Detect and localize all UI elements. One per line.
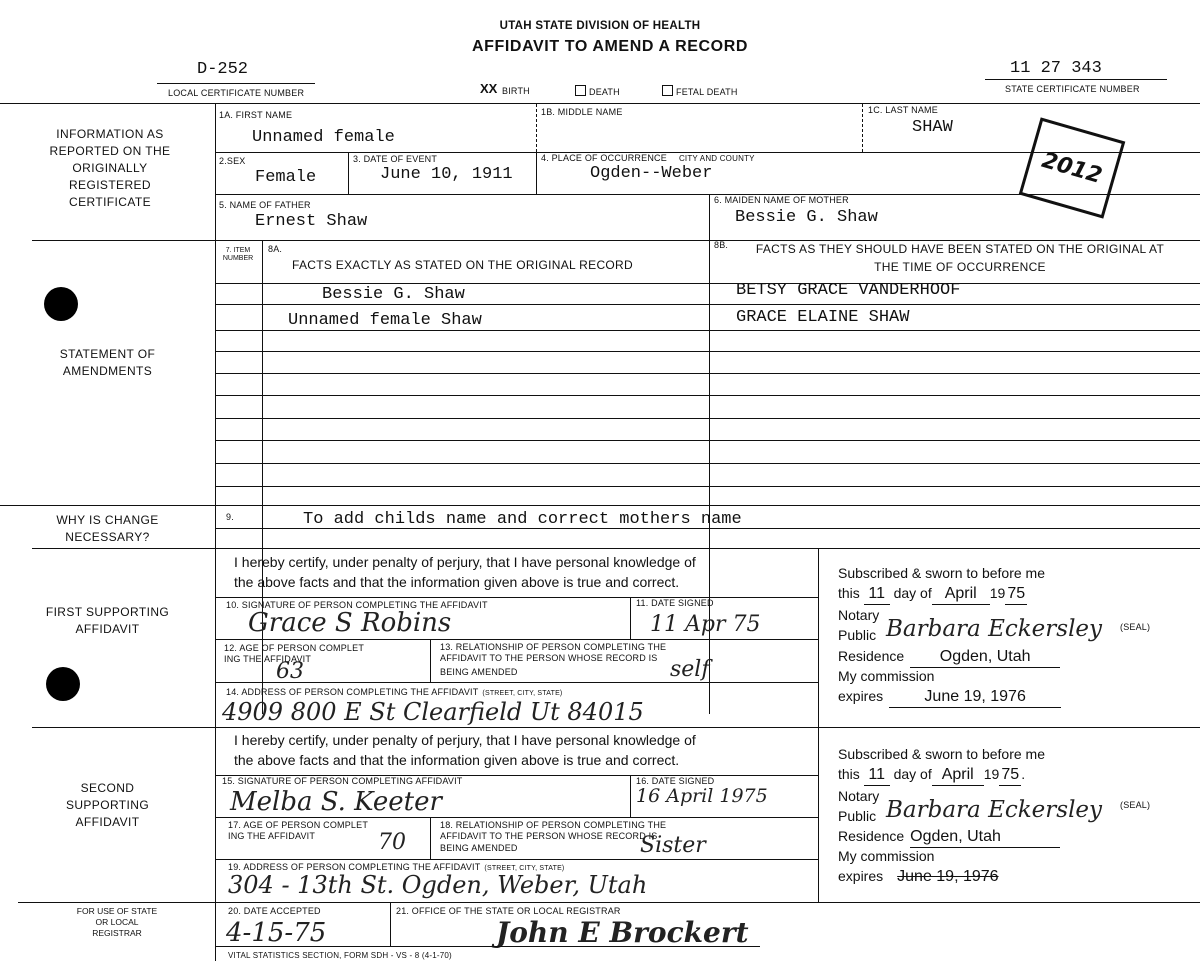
amend-row-2-original: Unnamed female Shaw <box>288 311 482 330</box>
first-certify-line-1: I hereby certify, under penalty of perjury, that I have personal knowledge of <box>234 554 696 570</box>
why-number: 9. <box>226 512 234 522</box>
first-date-value: 11 Apr 75 <box>650 612 761 637</box>
mother-label: 6. MAIDEN NAME OF MOTHER <box>714 195 849 205</box>
sex-value: Female <box>255 168 317 187</box>
last-name-label: 1C. LAST NAME <box>868 105 938 115</box>
first-expires <box>838 686 1061 708</box>
amendment-row-line <box>215 373 1200 374</box>
first-residence <box>838 646 1060 668</box>
second-date-value: 16 April 1975 <box>636 785 768 807</box>
first-addr-sublabel: (STREET, CITY, STATE) <box>482 690 563 697</box>
second-sworn-line: Subscribed & sworn to before me <box>838 746 1045 762</box>
year-prefix: 19 <box>983 766 1000 782</box>
first-sworn-day: 11 <box>864 584 890 605</box>
place-value: Ogden--Weber <box>590 164 713 183</box>
stamp-number: 2012 <box>1039 147 1105 189</box>
state-cert-label: STATE CERTIFICATE NUMBER <box>1005 84 1140 94</box>
first-seal-label: (SEAL) <box>1120 622 1151 632</box>
residence-label: Residence <box>838 828 905 844</box>
amend-row-1-original: Bessie G. Shaw <box>322 285 465 304</box>
place-label <box>541 153 755 163</box>
date-of-event-label: 3. DATE OF EVENT <box>353 154 438 164</box>
first-expires-value: June 19, 1976 <box>889 687 1061 708</box>
amendment-row-line <box>215 283 1200 284</box>
second-age-label-2: ING THE AFFIDAVIT <box>228 831 316 841</box>
second-expires <box>838 866 1047 887</box>
public-label: Public <box>838 808 877 824</box>
second-expires-value: June 19, 1976 <box>897 868 999 885</box>
col-8a-header: FACTS EXACTLY AS STATED ON THE ORIGINAL RECORD <box>292 258 633 272</box>
second-age-value: 70 <box>378 830 406 855</box>
place-sublabel: CITY AND COUNTY <box>678 154 755 163</box>
notary-label: Notary <box>838 788 880 804</box>
second-rel-label-1: 18. RELATIONSHIP OF PERSON COMPLETING THE <box>440 820 667 830</box>
first-date-label: 11. DATE SIGNED <box>636 598 714 608</box>
state-cert-number: 11 27 343 <box>1010 59 1102 78</box>
father-value: Ernest Shaw <box>255 212 368 231</box>
last-name-value: SHAW <box>912 118 953 137</box>
first-notary-signature: Barbara Eckersley <box>886 616 1103 642</box>
commission-label: My commission <box>838 848 935 864</box>
second-addr-label-text: 19. ADDRESS OF PERSON COMPLETING THE AFFIDAVIT <box>228 862 481 872</box>
sex-label: 2.SEX <box>219 156 246 166</box>
second-residence <box>838 826 1060 848</box>
col-8b-header: FACTS AS THEY SHOULD HAVE BEEN STATED ON THE ORIGINAL AT THE TIME OF OCCURRENCE <box>755 242 1165 274</box>
second-certify-line-1: I hereby certify, under penalty of perjury, that I have personal knowledge of <box>234 732 696 748</box>
amendment-row-line <box>215 304 1200 305</box>
first-affidavit-label: FIRST SUPPORTING AFFIDAVIT <box>45 605 170 636</box>
second-addr-sublabel: (STREET, CITY, STATE) <box>484 865 565 872</box>
item-number-header: 7. ITEM NUMBER <box>222 247 254 262</box>
amendment-row-line <box>215 440 1200 441</box>
first-signature: Grace S Robins <box>248 608 452 638</box>
amendment-row-line <box>215 486 1200 487</box>
second-sworn-day: 11 <box>864 765 890 786</box>
notary-label: Notary <box>838 607 880 623</box>
original-section-label: INFORMATION AS REPORTED ON THE ORIGINALLY REGISTERED CERTIFICATE <box>49 127 171 209</box>
first-certify-line-2: the above facts and that the information given above is true and correct. <box>234 574 680 590</box>
public-label: Public <box>838 627 877 643</box>
expires-label: expires <box>838 688 884 704</box>
first-relationship-value: self <box>670 657 710 682</box>
first-name-value: Unnamed female <box>252 128 395 147</box>
second-sworn-year: 75 <box>999 765 1021 786</box>
second-affidavit-label: SECOND SUPPORTING AFFIDAVIT <box>65 781 150 829</box>
father-label: 5. NAME OF FATHER <box>219 200 311 210</box>
amendment-row-line <box>215 395 1200 396</box>
residence-label: Residence <box>838 648 905 664</box>
day-of-text: day of <box>893 766 932 782</box>
fetal-death-label: FETAL DEATH <box>676 87 738 97</box>
checkbox-box <box>662 85 673 96</box>
second-signature: Melba S. Keeter <box>230 787 442 817</box>
date-accepted-value: 4-15-75 <box>226 918 327 948</box>
second-sig-label: 15. SIGNATURE OF PERSON COMPLETING AFFIDAVIT <box>222 776 463 786</box>
first-sworn-year: 75 <box>1005 584 1027 605</box>
agency-name: UTAH STATE DIVISION OF HEALTH <box>499 20 701 32</box>
col-8a-number: 8A. <box>268 244 283 254</box>
first-rel-label-2: AFFIDAVIT TO THE PERSON WHOSE RECORD IS <box>440 653 658 663</box>
why-label: WHY IS CHANGE NECESSARY? <box>56 513 159 544</box>
birth-checkbox[interactable] <box>480 81 497 96</box>
commission-label: My commission <box>838 668 935 684</box>
second-sworn-date <box>838 764 1025 786</box>
first-age-value: 63 <box>276 659 304 684</box>
form-footer: VITAL STATISTICS SECTION, FORM SDH - VS - 8 (4-1-70) <box>228 951 452 960</box>
amendment-row-line <box>215 351 1200 352</box>
amendment-row-line <box>215 418 1200 419</box>
amendments-section-label: STATEMENT OF AMENDMENTS <box>59 347 156 378</box>
second-rel-label-2: AFFIDAVIT TO THE PERSON WHOSE RECORD IS <box>440 831 658 841</box>
date-accepted-label: 20. DATE ACCEPTED <box>228 906 321 916</box>
second-address-value: 304 - 13th St. Ogden, Weber, Utah <box>228 871 648 899</box>
registration-stamp <box>1019 117 1126 218</box>
year-prefix: 19 <box>989 585 1006 601</box>
first-address-value: 4909 800 E St Clearfield Ut 84015 <box>222 698 644 726</box>
first-residence-value: Ogden, Utah <box>910 647 1060 668</box>
death-checkbox[interactable] <box>575 85 620 97</box>
checkbox-box <box>575 85 586 96</box>
first-addr-label <box>226 687 562 697</box>
second-certify-line-2: the above facts and that the information given above is true and correct. <box>234 752 680 768</box>
second-date-label: 16. DATE SIGNED <box>636 776 715 786</box>
mother-value: Bessie G. Shaw <box>735 208 878 227</box>
amendment-row-line <box>215 330 1200 331</box>
second-age-label-1: 17. AGE OF PERSON COMPLET <box>228 820 369 830</box>
amendment-row-line <box>215 463 1200 464</box>
second-rel-label-3: BEING AMENDED <box>440 843 518 853</box>
local-cert-number: D-252 <box>197 60 249 79</box>
birth-label: BIRTH <box>502 86 530 96</box>
middle-name-label: 1B. MIDDLE NAME <box>541 107 623 117</box>
second-seal-label: (SEAL) <box>1120 800 1151 810</box>
registrar-office-label: 21. OFFICE OF THE STATE OR LOCAL REGISTRAR <box>396 906 621 916</box>
registrar-signature: John E Brockert <box>496 916 749 949</box>
this-text: this <box>838 585 860 601</box>
first-rel-label-3: BEING AMENDED <box>440 667 518 677</box>
period: . <box>1021 766 1026 782</box>
first-rel-label-1: 13. RELATIONSHIP OF PERSON COMPLETING THE <box>440 642 667 652</box>
first-age-label-1: 12. AGE OF PERSON COMPLET <box>224 643 365 653</box>
registrar-label: FOR USE OF STATE OR LOCAL REGISTRAR <box>76 906 158 938</box>
first-age-label-2: ING THE AFFIDAVIT <box>224 654 312 664</box>
second-residence-value: Ogden, Utah <box>910 827 1060 848</box>
local-cert-label: LOCAL CERTIFICATE NUMBER <box>168 88 305 98</box>
date-of-event-value: June 10, 1911 <box>380 165 513 184</box>
birth-check-mark: XX <box>480 81 498 96</box>
first-addr-label-text: 14. ADDRESS OF PERSON COMPLETING THE AFFIDAVIT <box>226 687 479 697</box>
col-8b-number: 8B. <box>714 240 729 250</box>
first-sig-label: 10. SIGNATURE OF PERSON COMPLETING THE AFFIDAVIT <box>226 600 488 610</box>
day-of-text: day of <box>893 585 932 601</box>
death-label: DEATH <box>589 87 620 97</box>
binder-hole <box>44 287 78 321</box>
amend-row-1-corrected: BETSY GRACE VANDERHOOF <box>736 281 961 300</box>
form-title: AFFIDAVIT TO AMEND A RECORD <box>471 38 749 55</box>
second-sworn-month: April <box>932 765 984 786</box>
why-value: To add childs name and correct mothers name <box>303 510 742 529</box>
this-text: this <box>838 766 860 782</box>
first-sworn-date <box>838 583 1027 605</box>
first-name-label: 1A. FIRST NAME <box>219 110 293 120</box>
expires-label: expires <box>838 868 884 884</box>
fetal-death-checkbox[interactable] <box>662 85 738 97</box>
binder-hole <box>46 667 80 701</box>
amend-row-2-corrected: GRACE ELAINE SHAW <box>736 308 910 327</box>
place-label-text: 4. PLACE OF OCCURRENCE <box>541 153 667 163</box>
first-sworn-month: April <box>932 584 990 605</box>
second-relationship-value: Sister <box>640 833 706 858</box>
first-sworn-line: Subscribed & sworn to before me <box>838 565 1045 581</box>
second-notary-signature: Barbara Eckersley <box>886 797 1103 823</box>
